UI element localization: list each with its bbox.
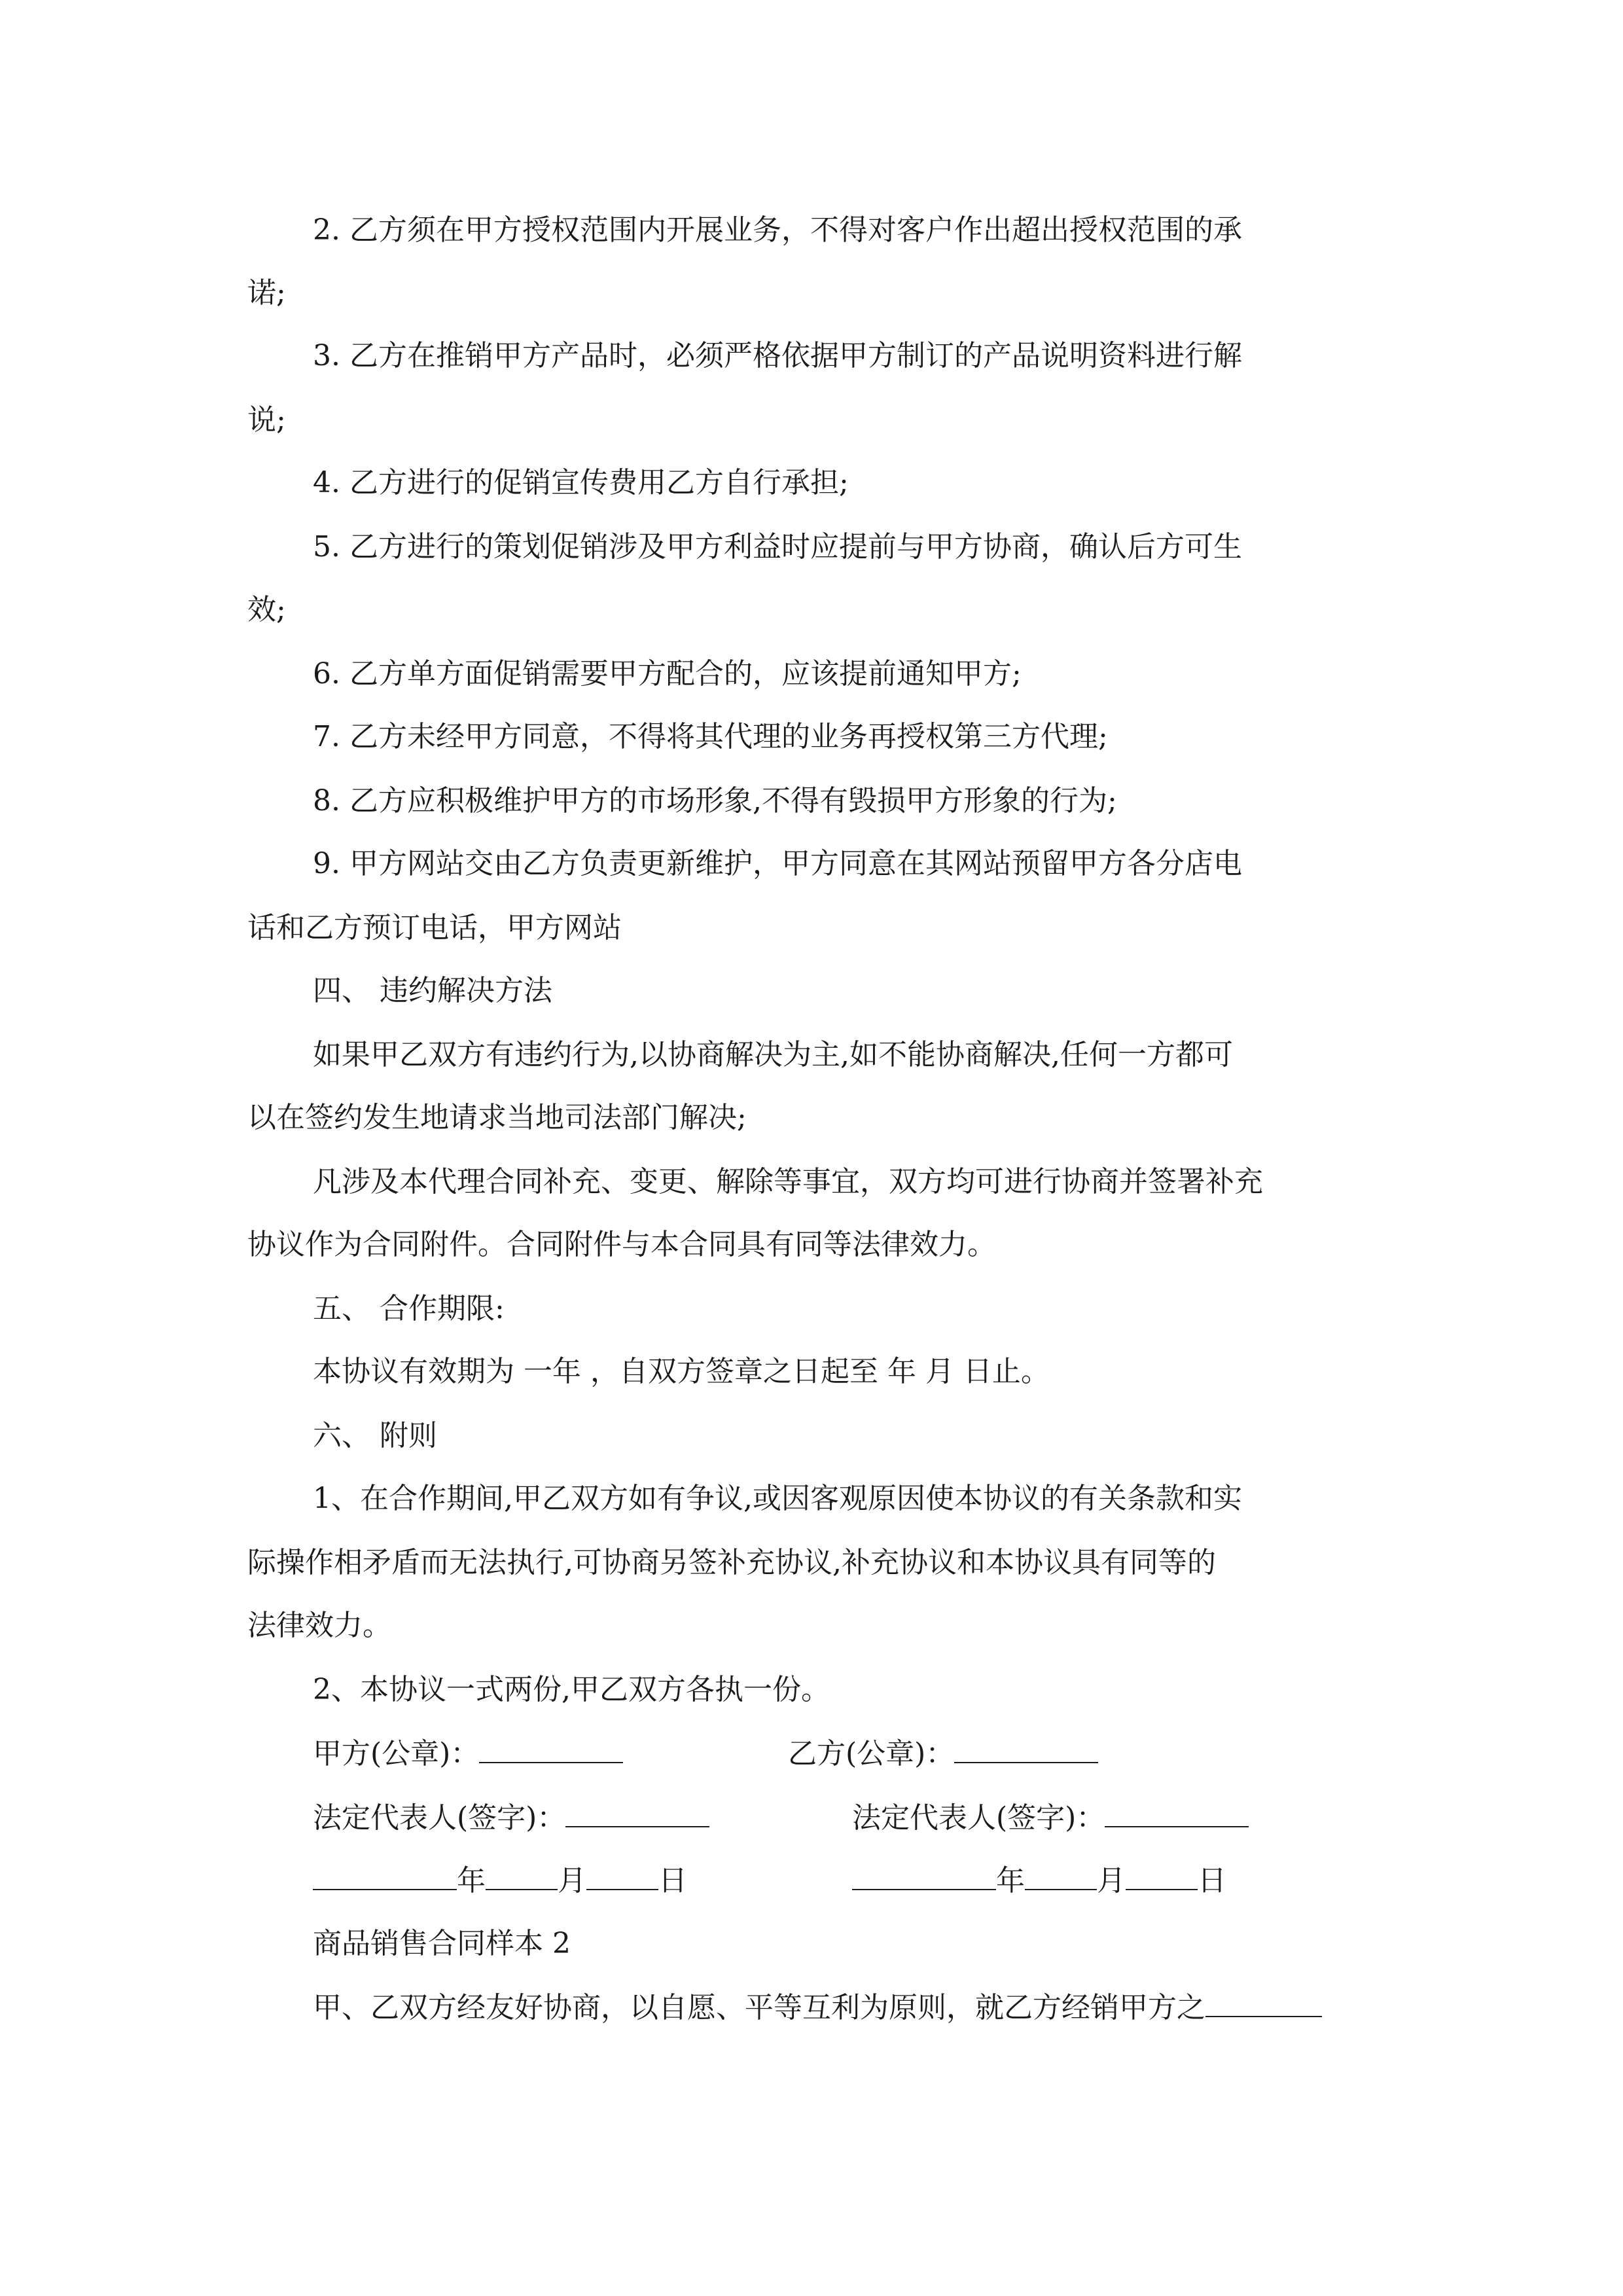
text-line: 诺;: [247, 276, 286, 310]
text-line: 1、在合作期间,甲乙双方如有争议,或因客观原因使本协议的有关条款和实: [313, 1482, 1242, 1515]
text-line: 际操作相矛盾而无法执行,可协商另签补充协议,补充协议和本协议具有同等的: [247, 1546, 1216, 1579]
date-a-year-blank: [313, 1860, 457, 1890]
text-line: 6. 乙方单方面促销需要甲方配合的，应该提前通知甲方;: [313, 657, 1022, 691]
date-b-month-label: 月: [1097, 1864, 1126, 1897]
party-b-seal-label: 乙方(公章)：: [788, 1737, 955, 1770]
text-line: 7. 乙方未经甲方同意，不得将其代理的业务再授权第三方代理;: [313, 720, 1108, 753]
legal-rep-a-blank: [565, 1797, 709, 1827]
date-b-month-blank: [1025, 1860, 1097, 1890]
text-line: 9. 甲方网站交由乙方负责更新维护，甲方同意在其网站预留甲方各分店电: [313, 847, 1242, 880]
closing-line-text: 甲、乙双方经友好协商，以自愿、平等互利为原则，就乙方经销甲方之: [313, 1991, 1205, 2024]
date-b-day-label: 日: [1198, 1864, 1226, 1897]
text-line: 话和乙方预订电话，甲方网站: [247, 911, 622, 944]
date-b: [852, 1860, 1226, 1901]
party-b-seal: [788, 1733, 1098, 1774]
party-a-seal-blank: [479, 1733, 623, 1763]
date-a-month-blank: [486, 1860, 558, 1890]
closing-line-blank: [1205, 1987, 1322, 2017]
date-b-year-blank: [852, 1860, 996, 1890]
legal-rep-b-blank: [1105, 1797, 1249, 1827]
date-a: [313, 1860, 687, 1901]
text-line: 如果甲乙双方有违约行为,以协商解决为主,如不能协商解决,任何一方都可: [313, 1038, 1233, 1071]
text-line: 4. 乙方进行的促销宣传费用乙方自行承担;: [313, 466, 849, 499]
date-b-day-blank: [1126, 1860, 1198, 1890]
date-b-year-label: 年: [996, 1864, 1025, 1897]
text-line: 以在签约发生地请求当地司法部门解决;: [247, 1101, 747, 1134]
text-line: 本协议有效期为 一年 ，自双方签章之日起至 年 月 日止。: [313, 1355, 1050, 1388]
section-heading: 六、 附则: [313, 1419, 437, 1452]
text-line: 凡涉及本代理合同补充、变更、解除等事宜，双方均可进行协商并签署补充: [313, 1165, 1263, 1198]
text-line: 5. 乙方进行的策划促销涉及甲方利益时应提前与甲方协商，确认后方可生: [313, 530, 1242, 564]
text-line: 说;: [247, 403, 286, 437]
text-line: 2、本协议一式两份,甲乙双方各执一份。: [313, 1673, 830, 1706]
party-a-seal-label: 甲方(公章)：: [313, 1737, 480, 1770]
legal-rep-b: [852, 1797, 1249, 1838]
legal-rep-b-label: 法定代表人(签字)：: [852, 1801, 1105, 1835]
party-a-seal: [313, 1733, 623, 1774]
party-b-seal-blank: [954, 1733, 1098, 1763]
section-title: 商品销售合同样本 2: [313, 1927, 571, 1960]
legal-rep-a-label: 法定代表人(签字)：: [313, 1801, 566, 1835]
date-a-day-blank: [586, 1860, 658, 1890]
text-line: 2. 乙方须在甲方授权范围内开展业务，不得对客户作出超出授权范围的承: [313, 213, 1242, 247]
section-heading: 四、 违约解决方法: [313, 974, 552, 1007]
text-line: 协议作为合同附件。合同附件与本合同具有同等法律效力。: [247, 1228, 996, 1261]
date-a-month-label: 月: [558, 1864, 586, 1897]
legal-rep-a: [313, 1797, 709, 1838]
text-line: 法律效力。: [247, 1609, 391, 1642]
section-heading: 五、 合作期限:: [313, 1292, 505, 1325]
text-line: 3. 乙方在推销甲方产品时，必须严格依据甲方制订的产品说明资料进行解: [313, 339, 1242, 372]
date-a-year-label: 年: [457, 1864, 486, 1897]
text-line: 效;: [247, 593, 286, 626]
closing-line: [313, 1987, 1322, 2028]
text-line: 8. 乙方应积极维护甲方的市场形象,不得有毁损甲方形象的行为;: [313, 784, 1117, 817]
date-a-day-label: 日: [658, 1864, 687, 1897]
